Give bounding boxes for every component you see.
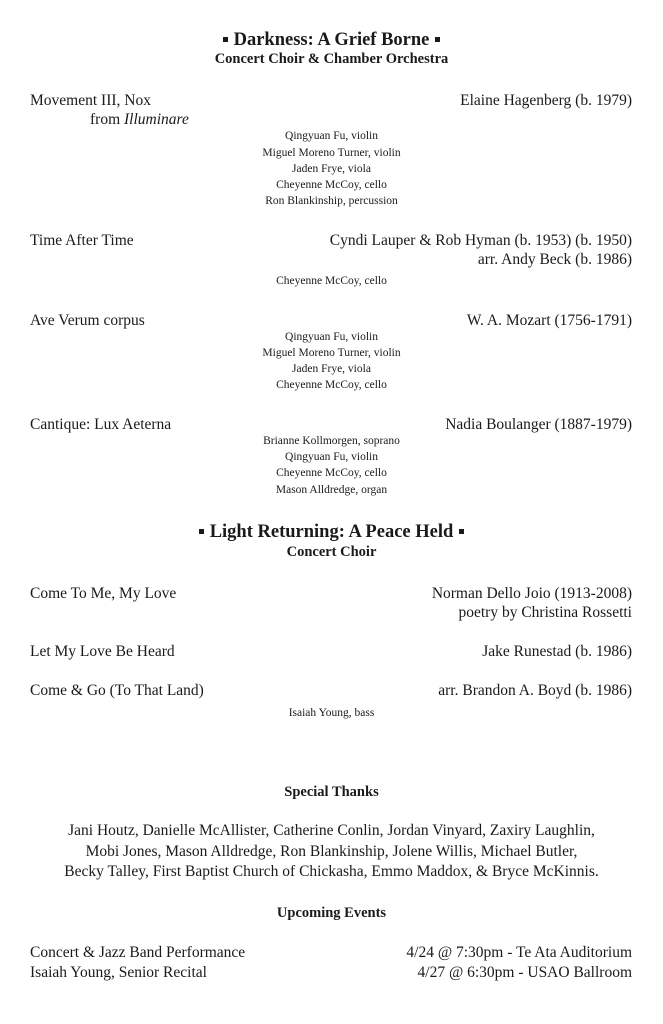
piece-title: Time After Time [30,232,134,249]
performer: Jaden Frye, viola [292,363,371,375]
thanks-line: Mobi Jones, Mason Alldredge, Ron Blankinship, Jolene Willis, Michael Butler, [85,843,578,860]
piece-title: Movement III, Nox [30,92,151,109]
section-title-text: Light Returning: A Peace Held [209,522,454,542]
performer: Cheyenne McCoy, cello [276,179,387,191]
performer: Miguel Moreno Turner, violin [262,147,401,159]
event-when: 4/27 @ 6:30pm - USAO Ballroom [417,964,632,981]
piece-title: Come & Go (To That Land) [30,682,204,699]
piece-composer: Jake Runestad (b. 1986) [482,643,632,660]
section-title [0,521,663,543]
performer: Qingyuan Fu, violin [285,451,378,463]
section-ensemble: Concert Choir [286,544,377,560]
thanks-line: Becky Talley, First Baptist Church of Chickasha, Emmo Maddox, & Bryce McKinnis. [64,863,599,880]
section-ensemble: Concert Choir & Chamber Orchestra [214,51,449,67]
special-thanks-heading: Special Thanks [284,784,379,800]
section-title [0,29,663,51]
bullet-square-icon [223,37,228,42]
performer: Qingyuan Fu, violin [285,331,378,343]
performer: Mason Alldredge, organ [275,484,388,496]
piece-composer: W. A. Mozart (1756-1791) [466,312,632,329]
piece-composer: arr. Brandon A. Boyd (b. 1986) [438,682,632,699]
event-name: Concert & Jazz Band Performance [30,944,246,961]
event-when: 4/24 @ 7:30pm - Te Ata Auditorium [406,944,632,961]
performer: Brianne Kollmorgen, soprano [263,435,400,447]
performer: Ron Blankinship, percussion [265,195,398,207]
piece-subtitle [90,111,189,129]
subtitle-prefix: from [90,111,125,128]
performer: Miguel Moreno Turner, violin [262,347,401,359]
performer: Cheyenne McCoy, cello [276,275,387,287]
performer: Cheyenne McCoy, cello [276,467,387,479]
thanks-line: Jani Houtz, Danielle McAllister, Catherine Conlin, Jordan Vinyard, Zaxiry Laughlin, [68,822,595,839]
piece-composer: Nadia Boulanger (1887-1979) [445,416,632,433]
performer: Cheyenne McCoy, cello [276,379,387,391]
upcoming-events-heading: Upcoming Events [276,905,387,921]
bullet-square-icon [435,37,440,42]
piece-title: Let My Love Be Heard [30,643,175,660]
bullet-square-icon [459,529,464,534]
performer: Jaden Frye, viola [292,163,371,175]
piece-title: Cantique: Lux Aeterna [30,416,172,433]
piece-composer: Norman Dello Joio (1913-2008) [431,585,632,602]
event-name: Isaiah Young, Senior Recital [30,964,207,981]
piece-arranger: arr. Andy Beck (b. 1986) [477,251,632,268]
subtitle-work: Illuminare [124,111,189,128]
performer: Isaiah Young, bass [288,707,375,719]
performer: Qingyuan Fu, violin [285,130,378,142]
piece-composer: Cyndi Lauper & Rob Hyman (b. 1953) (b. 1950) [329,232,632,249]
section-title-text: Darkness: A Grief Borne [233,30,430,50]
piece-composer: Elaine Hagenberg (b. 1979) [460,92,632,109]
piece-title: Come To Me, My Love [30,585,177,602]
piece-poet: poetry by Christina Rossetti [458,604,632,621]
piece-title: Ave Verum corpus [30,312,145,329]
bullet-square-icon [199,529,204,534]
